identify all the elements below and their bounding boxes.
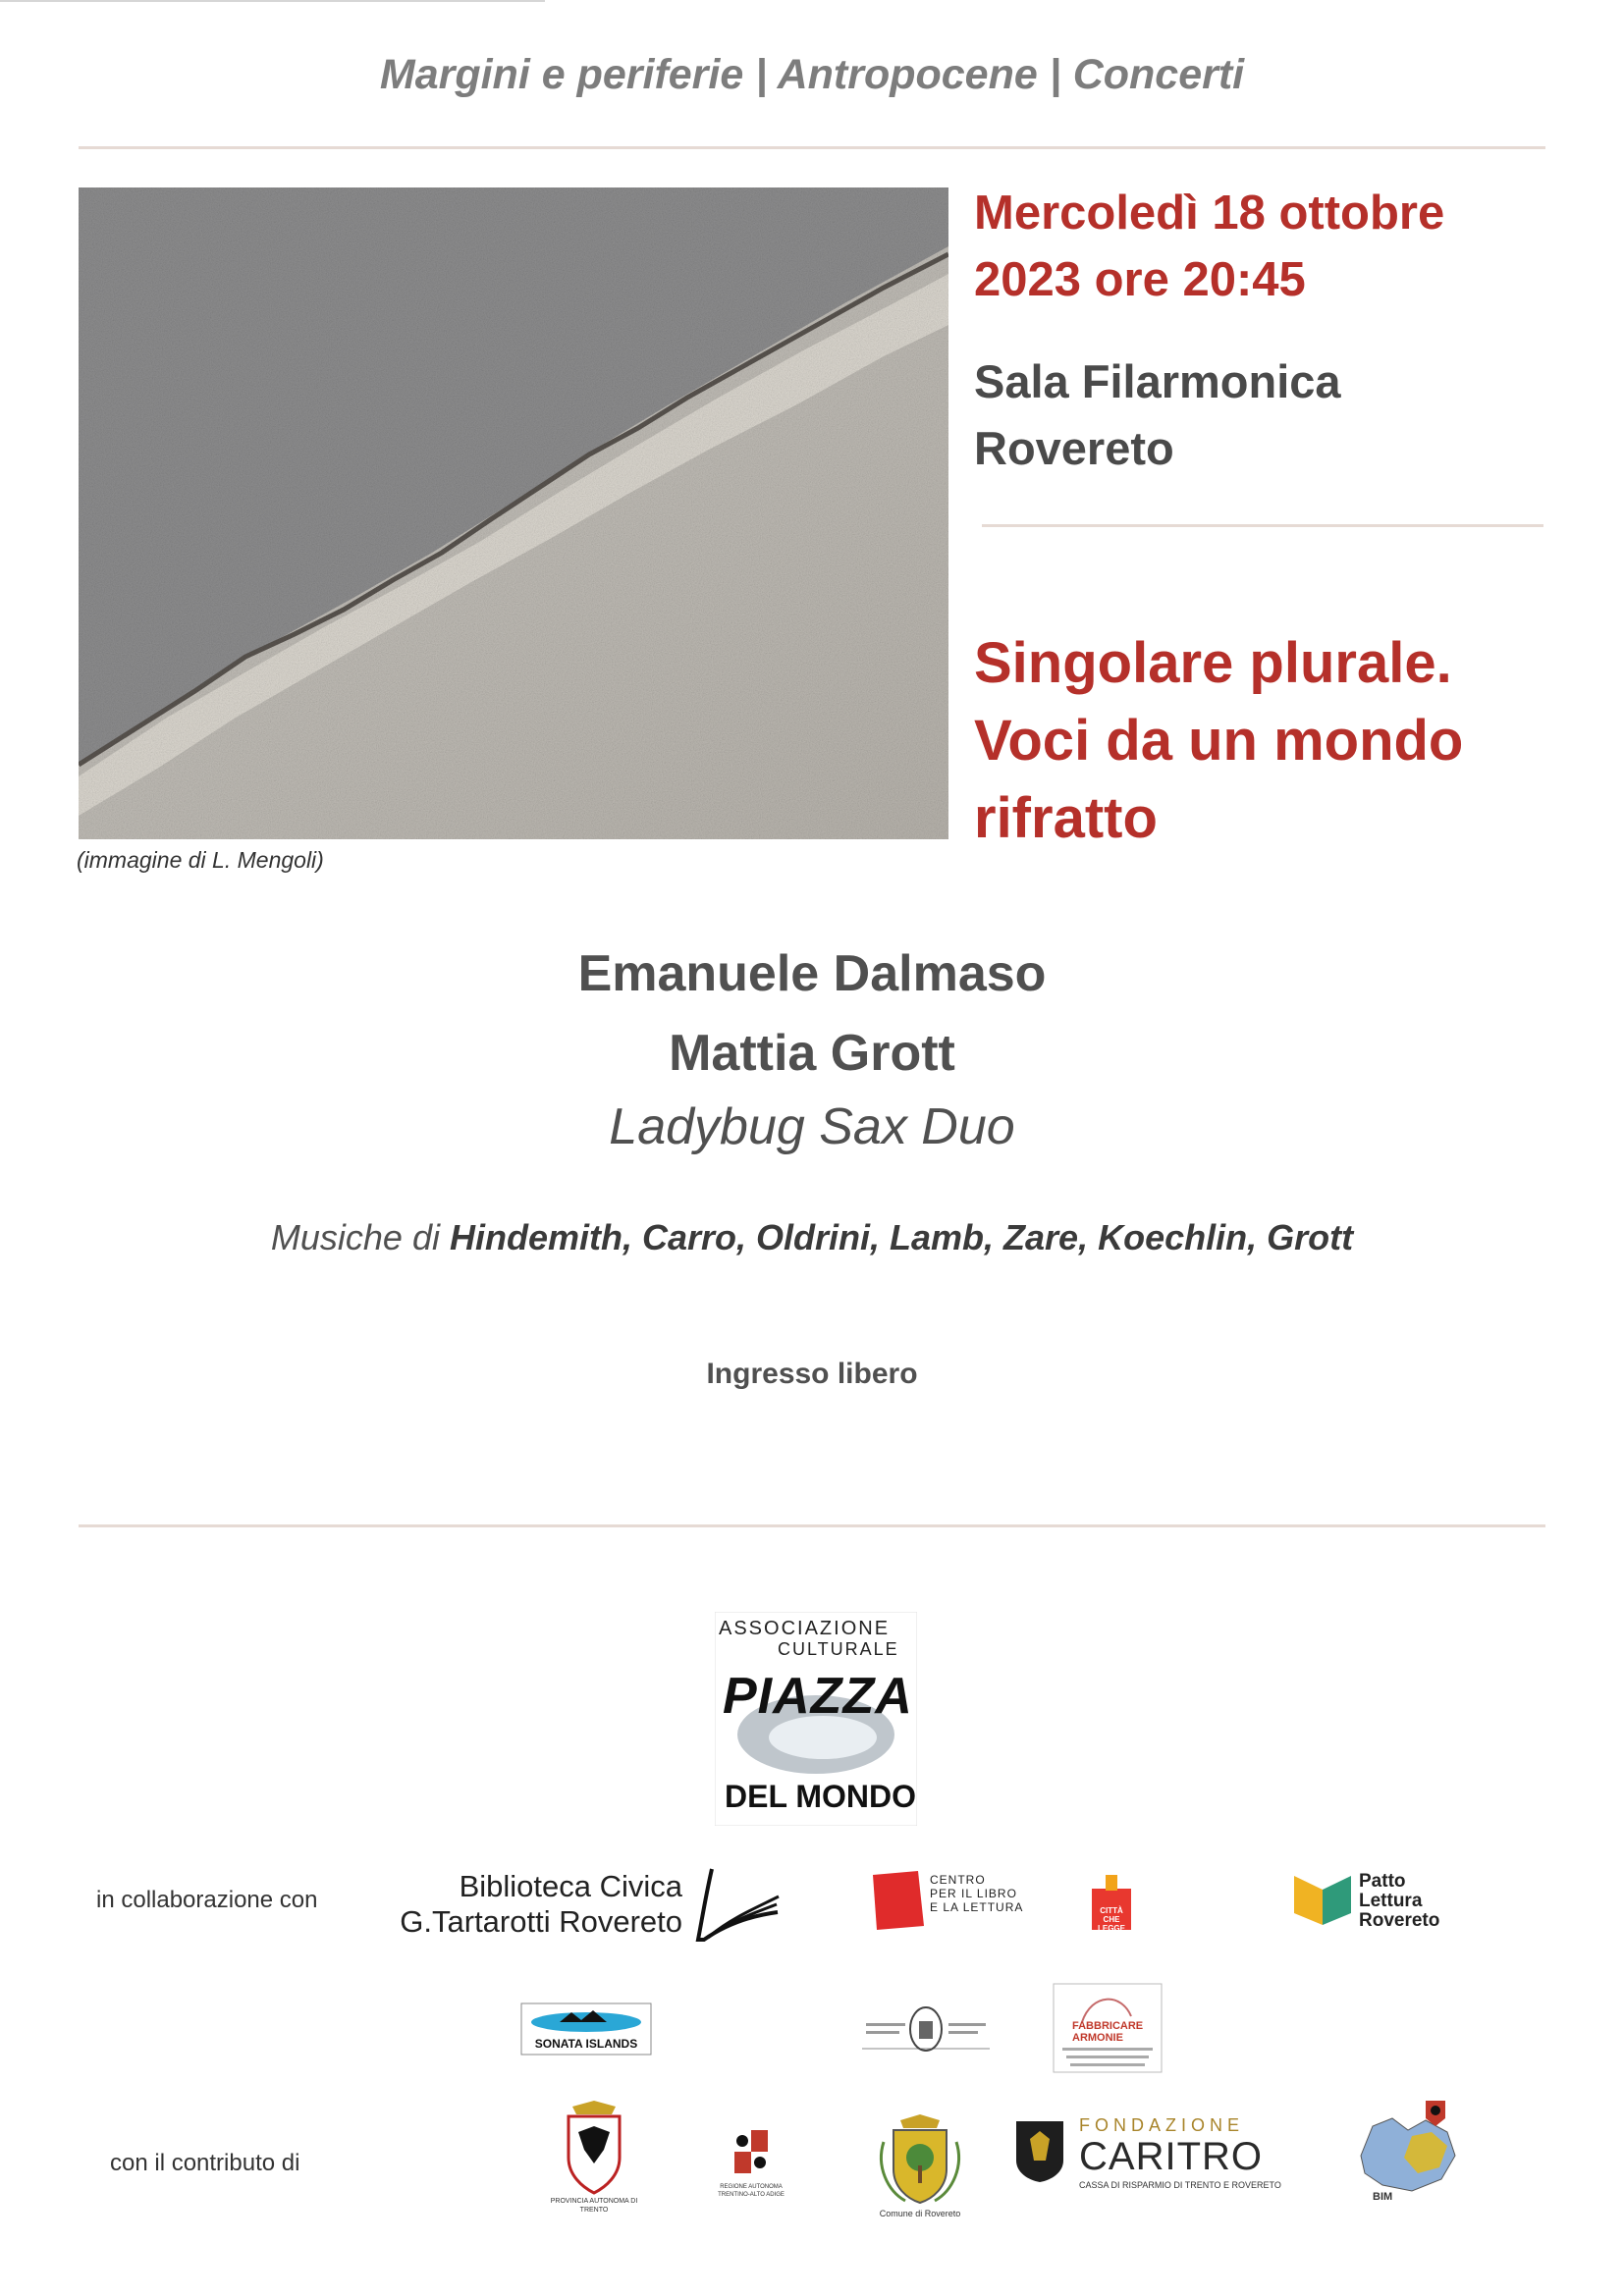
comune-text: Comune di Rovereto [879,2209,961,2218]
centro-book-icon [873,1871,926,1930]
program-composers: Hindemith, Carro, Oldrini, Lamb, Zare, Koechlin, Grott [449,1217,1354,1257]
event-date-line2: 2023 ore 20:45 [974,253,1306,306]
event-venue-line1: Sala Filarmonica [974,355,1341,407]
admission-note: Ingresso libero [706,1358,918,1390]
centro-line1: CENTRO [930,1873,986,1887]
contribution-label: con il contributo di [110,2150,300,2176]
fabbricare-armonie-logo [1053,1983,1163,2073]
caritro-line3: CASSA DI RISPARMIO DI TRENTO E ROVERETO [1079,2180,1281,2190]
fondazione-caritro-logo [1016,2115,1281,2194]
program-prefix: Musiche di [270,1217,450,1257]
comune-rovereto-logo [866,2112,974,2220]
event-venue-line2: Rovereto [974,422,1174,474]
footer-divider [79,1524,1545,1527]
biblioteca-mark-icon [694,1865,783,1944]
sonata-islands-logo [520,2002,652,2056]
event-title-line3: rifratto [974,786,1158,850]
patto-line1: Patto [1359,1871,1406,1892]
patto-lettura-logo [1294,1870,1451,1931]
ensemble-name: Ladybug Sax Duo [609,1098,1015,1155]
citta-text: CITTÀ CHE LEGGE [1097,1906,1125,1933]
biblioteca-line2: G.Tartarotti Rovereto [400,1904,682,1939]
logo-line1: ASSOCIAZIONE [719,1618,891,1639]
event-title [974,624,1463,857]
caritro-line2: CARITRO [1079,2135,1263,2178]
venue-divider [982,524,1543,527]
centro-text [930,1873,1023,1914]
biblioteca-line1: Biblioteca Civica [459,1869,682,1903]
patto-line2: Lettura [1359,1891,1423,1911]
event-date [974,180,1444,313]
performer-name-2: Mattia Grott [669,1025,955,1082]
photo-caption: (immagine di L. Mengoli) [77,847,324,873]
event-title-line1: Singolare plurale. [974,631,1452,695]
top-edge-line [0,0,545,2]
centro-libro-lettura-logo [873,1871,1040,1930]
sonata-text: SONATA ISLANDS [534,2037,638,2051]
patto-line3: Rovereto [1359,1910,1440,1931]
collaboration-label: in collaborazione con [96,1887,318,1913]
caritro-line1: FONDAZIONE [1079,2115,1245,2135]
citta-che-legge-logo [1086,1871,1137,1932]
header-divider [79,146,1545,149]
series-header: Margini e periferie | Antropocene | Concerti [379,51,1245,98]
asphalt-photo [79,187,948,839]
provincia-text: PROVINCIA AUTONOMA DI TRENTO [550,2198,638,2214]
fabbricare-line2: ARMONIE [1072,2032,1123,2044]
centro-line3: E LA LETTURA [930,1900,1024,1914]
patto-book-icon [1294,1876,1351,1925]
logo-line4: DEL MONDO [725,1779,916,1814]
event-venue [974,348,1341,482]
bim-adige-logo [1353,2097,1465,2207]
patto-text [1359,1872,1439,1931]
centro-line2: PER IL LIBRO [930,1887,1017,1900]
logo-line3: PIAZZA [723,1668,913,1725]
event-date-line1: Mercoledì 18 ottobre [974,187,1445,240]
regione-trentino-logo [717,2128,785,2207]
performer-name-1: Emanuele Dalmaso [577,945,1047,1002]
fabbricare-text [1072,2020,1143,2044]
program-line [0,1217,1624,1258]
fabbricare-line1: FABBRICARE [1072,2020,1144,2032]
biblioteca-civica-logo [388,1865,790,1944]
event-title-line2: Voci da un mondo [974,709,1464,773]
regione-text: REGIONE AUTONOMA TRENTINO-ALTO ADIGE [718,2184,785,2198]
logo-line2: CULTURALE [778,1639,899,1659]
piazza-del-mondo-logo [715,1612,917,1826]
bim-text: BIM [1373,2191,1393,2203]
provincia-trento-logo [550,2099,638,2216]
caritro-emblem-icon [1016,2121,1063,2182]
ecomuseo-logo [862,2000,990,2056]
